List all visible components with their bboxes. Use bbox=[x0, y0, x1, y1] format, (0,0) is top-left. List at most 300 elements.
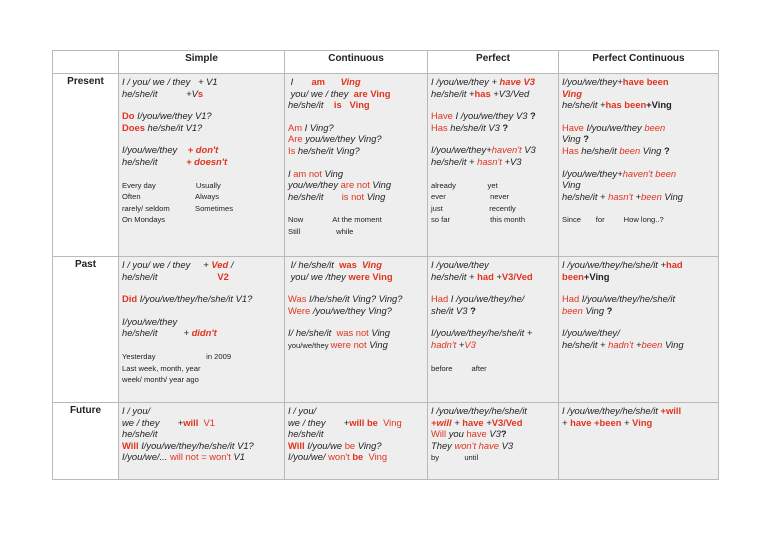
cell-line bbox=[122, 440, 281, 452]
text-segment: I / you/ we / they + V1 bbox=[122, 76, 218, 87]
cell-line bbox=[431, 179, 555, 191]
text-segment: am bbox=[311, 76, 326, 87]
text-segment: hadn't bbox=[431, 338, 457, 350]
cell-line bbox=[562, 405, 715, 417]
row-label-present: Present bbox=[53, 74, 119, 257]
text-segment: I / you/ bbox=[122, 405, 151, 416]
cell-line bbox=[562, 145, 715, 157]
text-segment: you/we/they bbox=[288, 340, 331, 350]
text-segment: will be bbox=[349, 416, 378, 428]
text-segment: he/she/it + bbox=[562, 190, 609, 202]
cell-line bbox=[562, 76, 715, 88]
row-label-future: Future bbox=[53, 403, 119, 480]
text-segment: have bbox=[462, 416, 484, 428]
cell-line bbox=[288, 282, 424, 293]
text-segment: ever never bbox=[431, 192, 510, 202]
cell-line bbox=[562, 202, 715, 213]
text-segment: he/she/it bbox=[288, 428, 324, 440]
text-segment: Ving bbox=[363, 451, 388, 463]
text-segment: Are bbox=[288, 133, 303, 145]
cell-line bbox=[122, 428, 281, 440]
cell-line bbox=[122, 76, 281, 88]
text-segment: On Mondays bbox=[122, 215, 166, 225]
text-segment: V3/Ved bbox=[491, 416, 523, 428]
cell-future-continuous bbox=[285, 403, 428, 480]
text-segment: ? bbox=[583, 133, 589, 145]
header-perfect: Perfect bbox=[428, 51, 559, 74]
cell-line bbox=[431, 282, 555, 293]
text-segment: you/ we /they bbox=[288, 270, 349, 282]
cell-line bbox=[288, 76, 424, 88]
text-segment: hasn't bbox=[608, 190, 633, 202]
text-segment: Still while bbox=[288, 226, 354, 236]
cell-line bbox=[431, 202, 555, 214]
cell-line bbox=[288, 440, 424, 452]
text-segment: you/we/they Ving? bbox=[302, 133, 382, 145]
cell-line bbox=[562, 179, 715, 191]
text-segment: you bbox=[446, 428, 467, 440]
text-segment: Did bbox=[122, 293, 138, 305]
cell-future-perfect bbox=[428, 403, 559, 480]
text-segment: I / you/ we / they + bbox=[122, 259, 212, 270]
text-segment: ? bbox=[606, 304, 613, 316]
text-segment: he/she/it + bbox=[122, 327, 192, 339]
text-segment: Was bbox=[288, 293, 307, 305]
text-segment: +V3/Ved bbox=[490, 87, 530, 99]
text-segment: + doesn't bbox=[186, 155, 228, 167]
text-segment: just recently bbox=[431, 203, 516, 213]
cell-line bbox=[431, 362, 555, 374]
text-segment: ? bbox=[502, 121, 509, 133]
text-segment: be bbox=[352, 451, 364, 463]
cell-future-simple bbox=[119, 403, 285, 480]
cell-line bbox=[562, 122, 715, 134]
text-segment: was not bbox=[336, 327, 369, 339]
cell-line bbox=[122, 99, 281, 110]
text-segment: Ving bbox=[562, 87, 582, 99]
text-segment: +Ving bbox=[583, 270, 610, 282]
text-segment: Ving bbox=[325, 76, 361, 87]
cell-line bbox=[288, 316, 424, 327]
text-segment: Ving bbox=[356, 259, 382, 270]
text-segment: V1 bbox=[230, 451, 245, 463]
cell-line bbox=[122, 293, 281, 305]
text-segment: he/she/it bbox=[122, 270, 218, 282]
text-segment: already yet bbox=[431, 180, 498, 190]
text-segment: I/you/we/they/he/she/it V1? bbox=[138, 439, 254, 451]
cell-line bbox=[122, 156, 281, 168]
text-segment: didn't bbox=[191, 327, 217, 339]
text-segment: Will bbox=[288, 439, 305, 451]
cell-line bbox=[431, 305, 555, 317]
text-segment: I /you/we/they V3 bbox=[452, 110, 531, 122]
header-continuous: Continuous bbox=[285, 51, 428, 74]
text-segment: he/she/it + bbox=[562, 338, 609, 350]
text-segment: Have bbox=[562, 121, 584, 133]
cell-line bbox=[431, 316, 555, 327]
cell-line bbox=[562, 168, 715, 180]
text-segment: had bbox=[477, 270, 494, 282]
cell-line bbox=[562, 339, 715, 351]
text-segment: + bbox=[562, 416, 571, 428]
text-segment: Last week, month, year bbox=[122, 363, 201, 373]
text-segment: V3 bbox=[486, 428, 501, 440]
text-segment: + bbox=[493, 270, 502, 282]
text-segment: I/you/we/ bbox=[288, 451, 329, 463]
cell-line bbox=[288, 157, 424, 168]
text-segment: haven't been bbox=[622, 167, 677, 179]
text-segment: won't have bbox=[454, 439, 499, 451]
text-segment: Has bbox=[562, 144, 579, 156]
cell-line bbox=[122, 350, 281, 362]
cell-line bbox=[122, 405, 281, 417]
cell-present-perfect bbox=[428, 74, 559, 257]
cell-line bbox=[562, 88, 715, 100]
cell-line bbox=[288, 271, 424, 283]
text-segment: he/she/it + bbox=[431, 87, 475, 99]
cell-line bbox=[288, 225, 424, 237]
text-segment: I / you/ bbox=[288, 405, 317, 416]
cell-line bbox=[562, 417, 715, 429]
cell-line bbox=[431, 339, 555, 351]
cell-line bbox=[562, 259, 715, 271]
cell-past-perfect bbox=[428, 257, 559, 403]
text-segment: ? bbox=[530, 110, 536, 122]
cell-line bbox=[288, 305, 424, 317]
text-segment: + bbox=[483, 416, 492, 428]
cell-line bbox=[431, 417, 555, 429]
text-segment: Ving bbox=[562, 179, 581, 191]
text-segment: I/you/we/they/ bbox=[562, 327, 620, 339]
cell-line bbox=[122, 202, 281, 214]
text-segment: I bbox=[288, 76, 312, 87]
text-segment: week/ month/ year ago bbox=[122, 375, 199, 385]
text-segment: will not = won't bbox=[169, 451, 231, 463]
cell-line bbox=[122, 144, 281, 156]
cell-line bbox=[288, 293, 424, 305]
cell-line bbox=[288, 202, 424, 213]
text-segment: Since for How long..? bbox=[562, 215, 664, 225]
cell-line bbox=[562, 282, 715, 293]
row-present bbox=[53, 74, 719, 257]
cell-line bbox=[288, 451, 424, 463]
text-segment: is not bbox=[341, 190, 365, 202]
text-segment: V1 bbox=[198, 416, 216, 428]
text-segment: V3 bbox=[521, 144, 536, 156]
cell-line bbox=[288, 327, 424, 339]
text-segment: am not bbox=[293, 167, 322, 179]
text-segment: Had bbox=[431, 293, 449, 305]
text-segment: ? bbox=[500, 428, 507, 440]
cell-line bbox=[288, 111, 424, 122]
cell-line bbox=[122, 133, 281, 144]
text-segment: we / they + bbox=[288, 416, 350, 428]
text-segment: +Ving bbox=[646, 99, 672, 111]
text-segment: Ving bbox=[661, 190, 684, 202]
cell-present-simple bbox=[119, 74, 285, 257]
cell-line bbox=[431, 259, 555, 271]
text-segment: has been bbox=[605, 99, 647, 111]
cell-line bbox=[431, 451, 555, 463]
text-segment: he/she/it + bbox=[562, 99, 606, 111]
cell-line bbox=[122, 282, 281, 293]
text-segment: Will bbox=[122, 439, 139, 451]
text-segment: been bbox=[619, 144, 641, 156]
text-segment: you/ we / they bbox=[288, 87, 354, 99]
text-segment: Ving bbox=[369, 179, 392, 191]
cell-line bbox=[431, 144, 555, 156]
cell-line bbox=[562, 316, 715, 327]
text-segment: They bbox=[431, 439, 455, 451]
text-segment: Does bbox=[122, 121, 145, 133]
cell-line bbox=[431, 99, 555, 110]
cell-line bbox=[122, 88, 281, 100]
text-segment: V2 bbox=[217, 270, 229, 282]
text-segment: he/she/it + bbox=[431, 270, 478, 282]
text-segment: Ving bbox=[321, 167, 344, 179]
cell-line bbox=[562, 191, 715, 203]
cell-past-simple bbox=[119, 257, 285, 403]
text-segment: s bbox=[197, 87, 204, 99]
text-segment: hadn't bbox=[608, 338, 634, 350]
text-segment: Ving? bbox=[355, 439, 382, 451]
text-segment: I/you/we/they V1? bbox=[134, 110, 212, 122]
text-segment: I Ving? bbox=[302, 121, 334, 133]
cell-line bbox=[122, 362, 281, 374]
cell-line bbox=[562, 293, 715, 305]
text-segment: he/she/it V1? bbox=[144, 121, 203, 133]
cell-line bbox=[122, 373, 281, 385]
cell-line bbox=[288, 191, 424, 203]
cell-line bbox=[288, 213, 424, 225]
text-segment: been bbox=[562, 270, 584, 282]
text-segment: I/you/we bbox=[304, 439, 345, 451]
text-segment: had bbox=[665, 259, 683, 270]
text-segment: rarely/ seldom Sometimes bbox=[122, 203, 233, 213]
cell-line bbox=[431, 213, 555, 225]
text-segment: he/she/it bbox=[288, 190, 342, 202]
text-segment: he/she/it bbox=[288, 99, 334, 111]
cell-line bbox=[122, 451, 281, 463]
text-segment: V3 bbox=[464, 338, 476, 350]
text-segment: will bbox=[183, 416, 199, 428]
text-segment: + bbox=[633, 338, 642, 350]
cell-line bbox=[122, 327, 281, 339]
text-segment: +will bbox=[431, 416, 452, 428]
text-segment: I bbox=[288, 167, 294, 179]
text-segment: have +been bbox=[570, 416, 622, 428]
text-segment: Have bbox=[431, 110, 453, 122]
cell-line bbox=[431, 168, 555, 179]
text-segment: by until bbox=[431, 453, 479, 463]
text-segment: has bbox=[474, 87, 491, 99]
tenses-table bbox=[52, 50, 719, 480]
text-segment: you/we/they bbox=[288, 179, 341, 191]
text-segment: I/he/she/it Ving? Ving? bbox=[306, 293, 403, 305]
row-label-past: Past bbox=[53, 257, 119, 403]
text-segment: he/she/it bbox=[578, 144, 620, 156]
text-segment: ? bbox=[470, 304, 476, 316]
text-segment: are not bbox=[340, 179, 370, 191]
text-segment: I/you/we/they+ bbox=[431, 144, 492, 156]
text-segment: haven't bbox=[491, 144, 522, 156]
text-segment: + bbox=[632, 190, 641, 202]
cell-line bbox=[562, 213, 715, 225]
text-segment: I /you/we/they/he/she/it bbox=[562, 405, 661, 416]
text-segment: Were bbox=[288, 304, 311, 316]
text-segment: he/she/it bbox=[122, 428, 158, 440]
text-segment: have been bbox=[622, 76, 669, 87]
text-segment: Will bbox=[431, 428, 447, 440]
text-segment: Often Always bbox=[122, 192, 220, 202]
cell-line bbox=[122, 179, 281, 191]
header-corner bbox=[53, 51, 119, 74]
text-segment: V3 bbox=[498, 439, 514, 451]
cell-line bbox=[431, 156, 555, 168]
text-segment: V3/Ved bbox=[501, 270, 533, 282]
text-segment: + bbox=[456, 338, 465, 350]
cell-line bbox=[562, 133, 715, 145]
text-segment: before after bbox=[431, 363, 487, 373]
text-segment: Yesterday in 2009 bbox=[122, 351, 232, 361]
cell-line bbox=[122, 271, 281, 283]
cell-line bbox=[431, 440, 555, 452]
text-segment: Has bbox=[431, 121, 448, 133]
row-future bbox=[53, 403, 719, 480]
text-segment: + bbox=[451, 416, 463, 428]
text-segment: + don't bbox=[187, 144, 219, 156]
text-segment: she/it V3 bbox=[431, 304, 471, 316]
text-segment: Ving bbox=[582, 304, 607, 316]
cell-line bbox=[431, 351, 555, 362]
text-segment: Ved bbox=[211, 259, 229, 270]
cell-line bbox=[288, 145, 424, 157]
text-segment: /you/we/they Ving? bbox=[310, 304, 392, 316]
text-segment: he/she/it bbox=[122, 155, 187, 167]
text-segment: been bbox=[562, 304, 583, 316]
text-segment: Ving bbox=[377, 416, 402, 428]
cell-line bbox=[288, 122, 424, 134]
text-segment: I/you/we/they+ bbox=[562, 167, 623, 179]
cell-past-continuous bbox=[285, 257, 428, 403]
cell-line bbox=[431, 76, 555, 88]
cell-line bbox=[122, 213, 281, 225]
text-segment: I/you/we/they+ bbox=[562, 76, 623, 87]
text-segment: have bbox=[466, 428, 487, 440]
cell-line bbox=[288, 168, 424, 180]
text-segment: he/she/it +V bbox=[122, 87, 198, 99]
text-segment: +will bbox=[660, 405, 682, 416]
cell-line bbox=[288, 259, 424, 271]
text-segment: I /you/we/they/he/she/it + bbox=[562, 259, 666, 270]
text-segment: I /you/we/they/he/she/it bbox=[431, 405, 527, 416]
text-segment: Ving bbox=[640, 144, 664, 156]
header-perfect-continuous: Perfect Continuous bbox=[559, 51, 719, 74]
cell-line bbox=[122, 168, 281, 179]
text-segment: Ving bbox=[366, 338, 388, 350]
text-segment: Ving bbox=[364, 190, 386, 202]
cell-line bbox=[562, 305, 715, 317]
text-segment: have V3 bbox=[499, 76, 535, 87]
cell-line bbox=[431, 133, 555, 144]
cell-line bbox=[288, 133, 424, 145]
text-segment: I/you/we/they/he/she/it bbox=[579, 293, 676, 305]
text-segment: were Ving bbox=[348, 270, 393, 282]
text-segment: +V3 bbox=[501, 155, 522, 167]
cell-line bbox=[431, 88, 555, 100]
cell-line bbox=[431, 271, 555, 283]
text-segment: Ving bbox=[368, 327, 390, 339]
text-segment: I /you/we/they + bbox=[431, 76, 500, 87]
text-segment: Is bbox=[288, 144, 296, 156]
text-segment: he/she/it + bbox=[431, 155, 478, 167]
text-segment: been bbox=[644, 121, 666, 133]
text-segment: we / they + bbox=[122, 416, 184, 428]
text-segment: I/you/we/they bbox=[583, 121, 645, 133]
cell-line bbox=[431, 110, 555, 122]
text-segment: I/ he/she/it bbox=[288, 327, 337, 339]
text-segment: I /you/we/they bbox=[431, 259, 489, 270]
cell-line bbox=[288, 339, 424, 351]
text-segment: are Ving bbox=[353, 87, 391, 99]
cell-line bbox=[431, 405, 555, 417]
text-segment: Every day Usually bbox=[122, 180, 221, 190]
cell-line bbox=[431, 190, 555, 202]
cell-line bbox=[122, 110, 281, 122]
text-segment: Now At the moment bbox=[288, 215, 382, 225]
text-segment: he/she/it V3 bbox=[447, 121, 503, 133]
text-segment: Had bbox=[562, 293, 580, 305]
cell-line bbox=[431, 327, 555, 339]
cell-line bbox=[288, 88, 424, 100]
text-segment: + bbox=[621, 416, 633, 428]
text-segment: Do bbox=[122, 110, 135, 122]
cell-line bbox=[122, 339, 281, 350]
cell-line bbox=[288, 99, 424, 111]
cell-present-continuous bbox=[285, 74, 428, 257]
cell-line bbox=[431, 293, 555, 305]
text-segment: I/you/we/they bbox=[122, 315, 178, 327]
text-segment: ? bbox=[664, 144, 670, 156]
text-segment: / bbox=[228, 259, 234, 270]
cell-past-perfect-continuous bbox=[559, 257, 719, 403]
text-segment: I/ he/she/it bbox=[288, 259, 340, 270]
text-segment: is bbox=[333, 99, 342, 111]
text-segment: be bbox=[344, 439, 356, 451]
cell-line bbox=[288, 405, 424, 417]
cell-line bbox=[562, 271, 715, 283]
text-segment: I /you/we/they/he/ bbox=[448, 293, 525, 305]
cell-line bbox=[288, 179, 424, 191]
cell-line bbox=[431, 428, 555, 440]
cell-present-perfect-continuous bbox=[559, 74, 719, 257]
text-segment: I/you/we/... bbox=[122, 451, 170, 463]
header-simple: Simple bbox=[119, 51, 285, 74]
cell-line bbox=[122, 417, 281, 429]
text-segment: Ving bbox=[341, 99, 370, 111]
cell-line bbox=[562, 327, 715, 339]
text-segment: hasn't bbox=[477, 155, 502, 167]
text-segment: Ving bbox=[562, 133, 584, 145]
cell-line bbox=[562, 157, 715, 168]
text-segment: were not bbox=[330, 338, 367, 350]
text-segment: Am bbox=[288, 121, 303, 133]
text-segment: I/you/we/they/he/she/it + bbox=[431, 327, 533, 339]
text-segment: I/you/we/they bbox=[122, 144, 188, 156]
cell-line bbox=[122, 305, 281, 316]
text-segment: I/you/we/they/he/she/it V1? bbox=[137, 293, 253, 305]
cell-line bbox=[562, 111, 715, 122]
